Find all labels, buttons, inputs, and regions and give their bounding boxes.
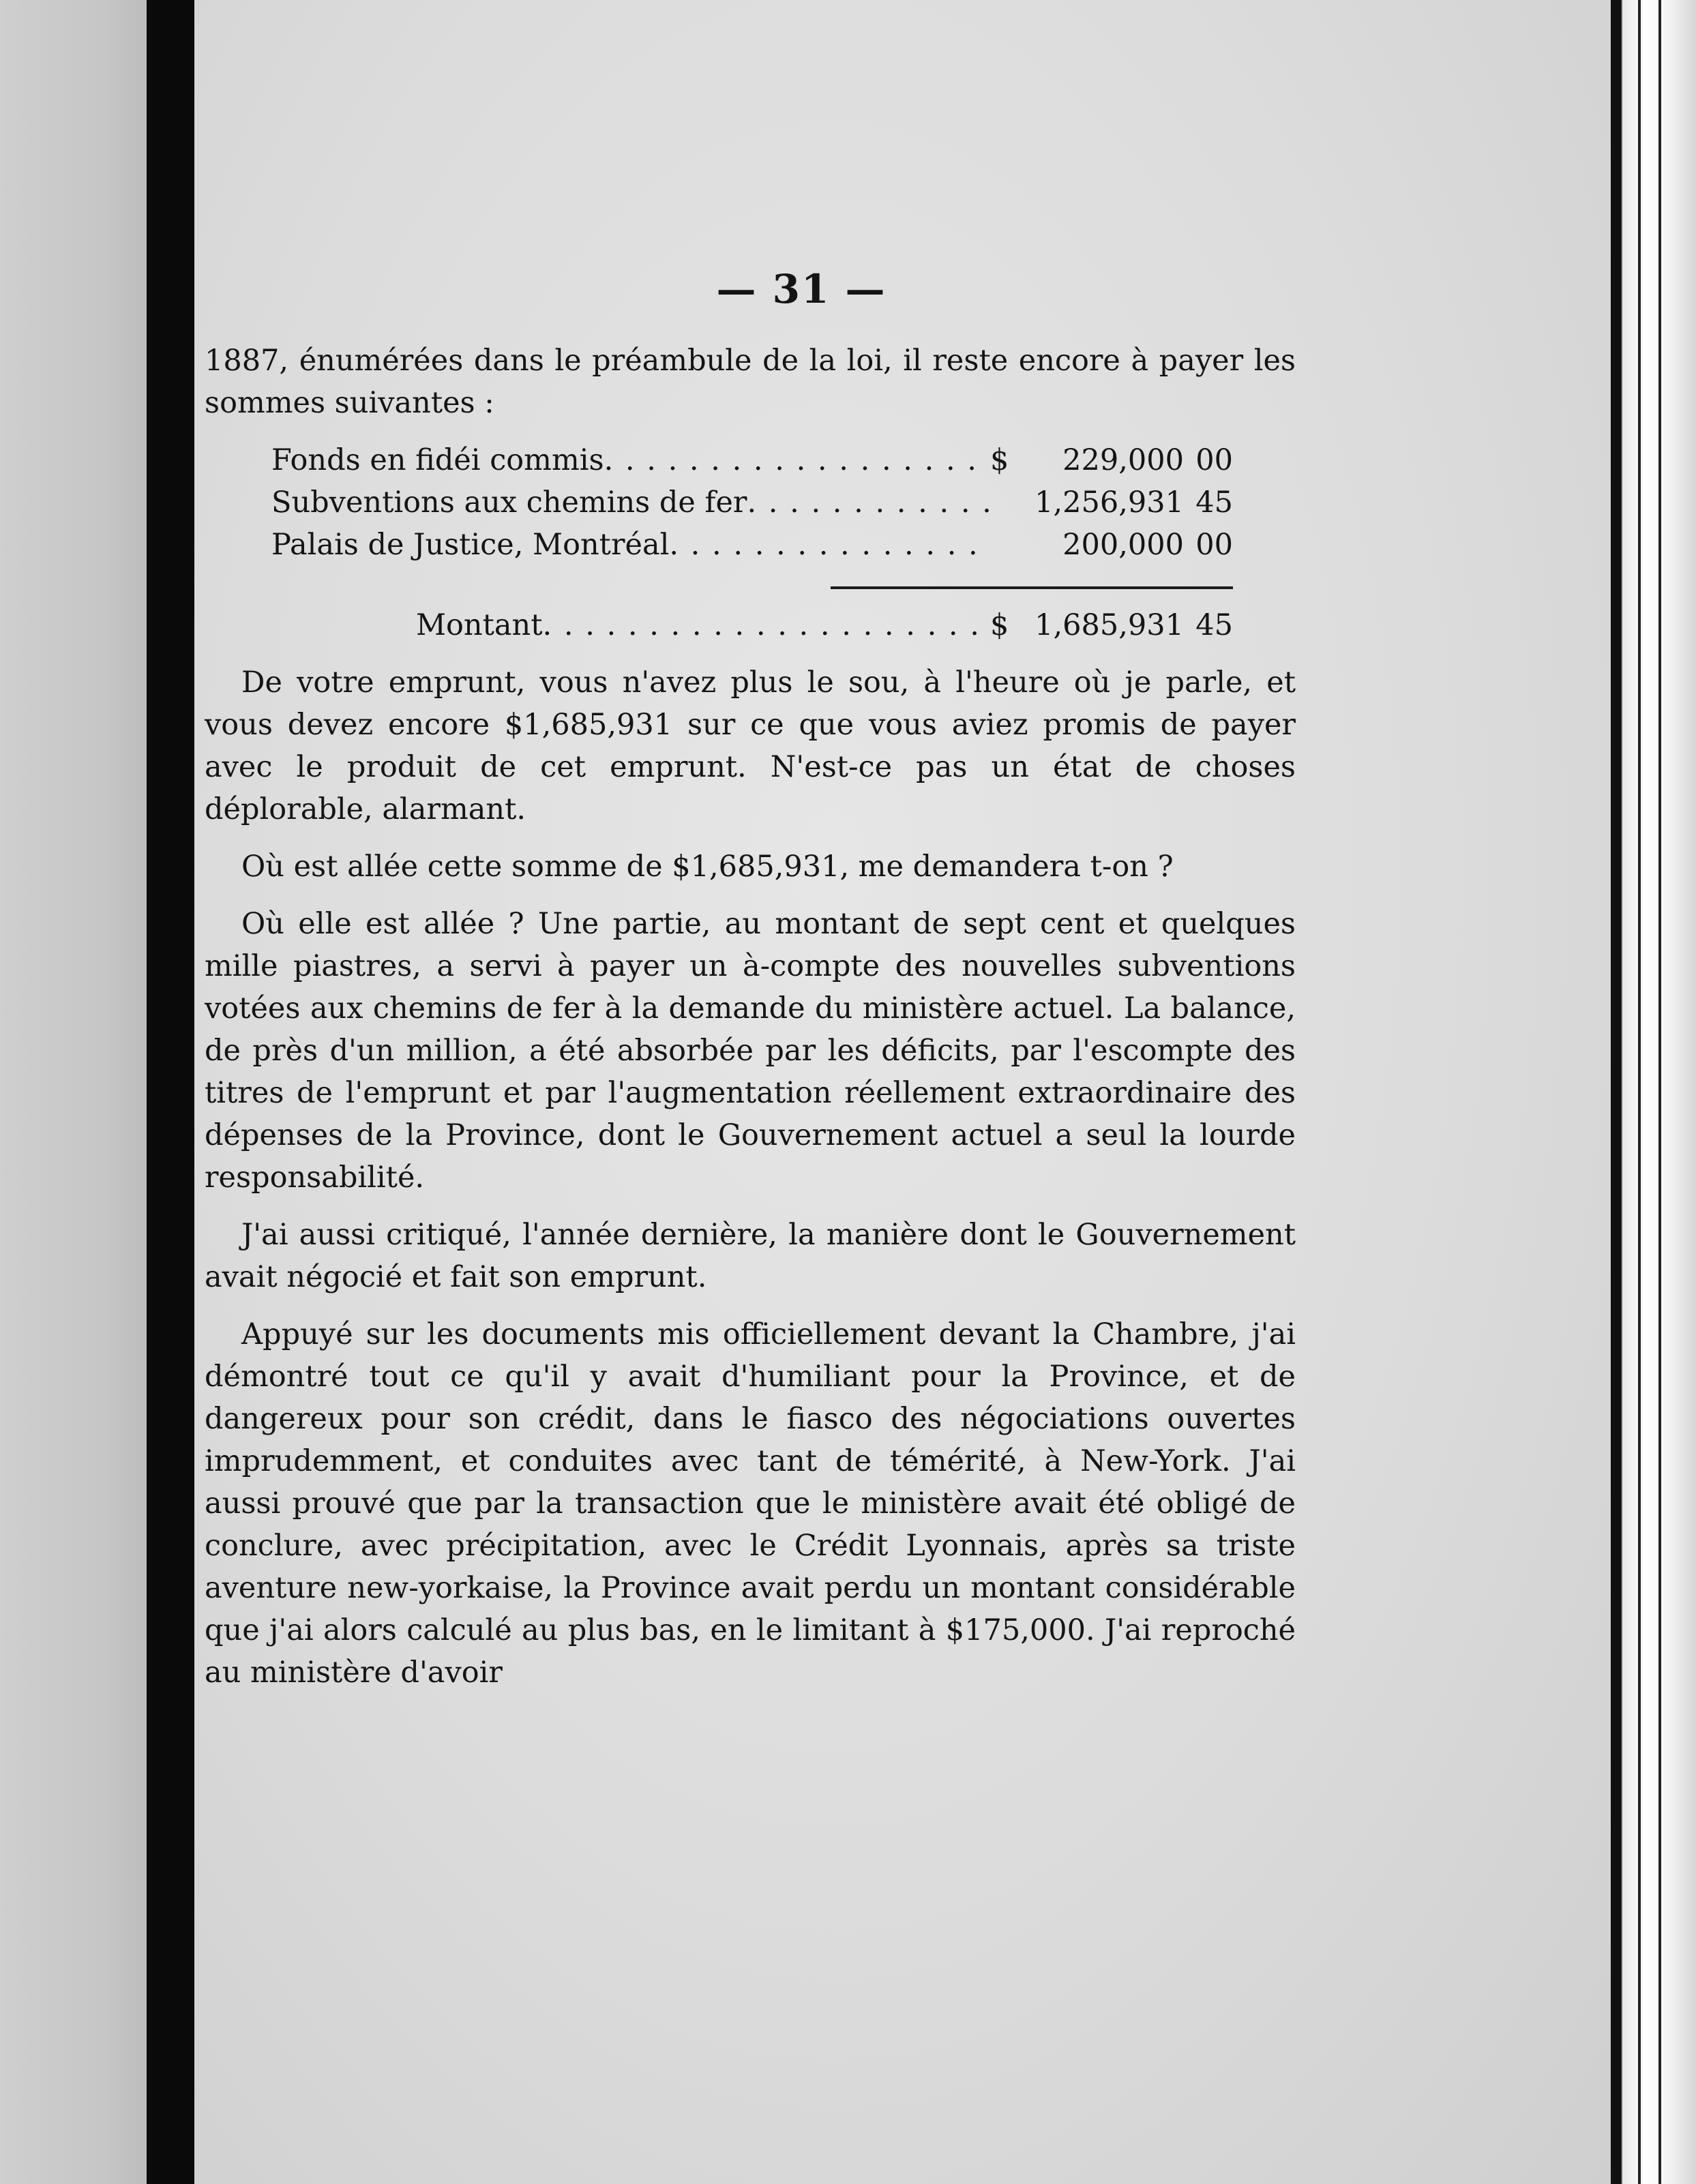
ledger-cents: 00	[1195, 443, 1233, 477]
ledger-amount: 229,000	[1062, 443, 1184, 477]
ledger-label: Palais de Justice, Montréal	[271, 528, 670, 562]
ledger-label: Fonds en fidéi commis	[271, 443, 604, 477]
ledger-table	[271, 439, 1233, 646]
intro-paragraph: 1887, énumérées dans le préambule de la loi, il reste encore à payer les sommes suivantes :	[205, 344, 1296, 420]
ledger-row	[271, 481, 1233, 524]
ledger-total-label: Montant	[416, 608, 543, 642]
ledger-label: Subventions aux chemins de fer	[271, 485, 747, 520]
ledger-cents: 45	[1195, 485, 1233, 520]
ledger-amount: 200,000	[1062, 528, 1184, 562]
dot-leader	[604, 439, 990, 481]
page-number: — 31 —	[716, 266, 887, 312]
dot-leader	[747, 481, 990, 524]
dot-leader	[669, 524, 990, 566]
page-content	[205, 266, 1296, 1694]
body-paragraph: J'ai aussi critiqué, l'année dernière, la manière dont le Gouvernement avait négocié et fait son emprunt.	[205, 1218, 1296, 1294]
book-binding-shadow	[147, 0, 194, 2184]
ledger-total-amount: 1,685,931	[1035, 608, 1184, 642]
ledger-total-currency: $	[990, 608, 1009, 642]
body-paragraph: Où est allée cette somme de $1,685,931, me demandera t-on ?	[241, 850, 1174, 884]
body-paragraph: Appuyé sur les documents mis officiellement devant la Chambre, j'ai démontré tout ce qu'il y avait d'humiliant pour la Province, et de dangereux pour son crédit, dans le fiasco des négociations ouvertes imprudemment, et conduites avec tant de témérité, à New-York. J'ai aussi prouvé que par la transaction que le ministère avait été obligé de conclure, avec précipitation, avec le Crédit Lyonnais, après sa triste aventure new-yorkaise, la Province avait perdu un montant considérable que j'ai alors calculé au plus bas, en le limitant à $175,000. J'ai reproché au ministère d'avoir	[205, 1317, 1296, 1690]
total-rule	[831, 586, 1233, 589]
ledger-currency: $	[990, 443, 1009, 477]
ledger-total-cents: 45	[1195, 608, 1233, 642]
ledger-cents: 00	[1195, 528, 1233, 562]
facing-page-margin	[0, 0, 147, 2184]
ledger-row	[271, 524, 1233, 566]
body-paragraph: De votre emprunt, vous n'avez plus le sou, à l'heure où je parle, et vous devez encore $1,685,931 sur ce que vous aviez promis de payer avec le produit de cet emprunt. N'est-ce pas un état de choses déplorable, alarmant.	[205, 665, 1296, 826]
ledger-row	[271, 439, 1233, 481]
page-edge	[1611, 0, 1696, 2184]
ledger-amount: 1,256,931	[1035, 485, 1184, 520]
body-paragraph: Où elle est allée ? Une partie, au montant de sept cent et quelques mille piastres, a servi à payer un à-compte des nouvelles subventions votées aux chemins de fer à la demande du ministère actuel. La balance, de près d'un million, a été absorbée par les déficits, par l'escompte des titres de l'emprunt et par l'augmentation réellement extraordinaire des dépenses de la Province, dont le Gouvernement actuel a seul la lourde responsabilité.	[205, 907, 1296, 1195]
dot-leader	[543, 604, 990, 646]
ledger-total-row	[271, 604, 1233, 646]
